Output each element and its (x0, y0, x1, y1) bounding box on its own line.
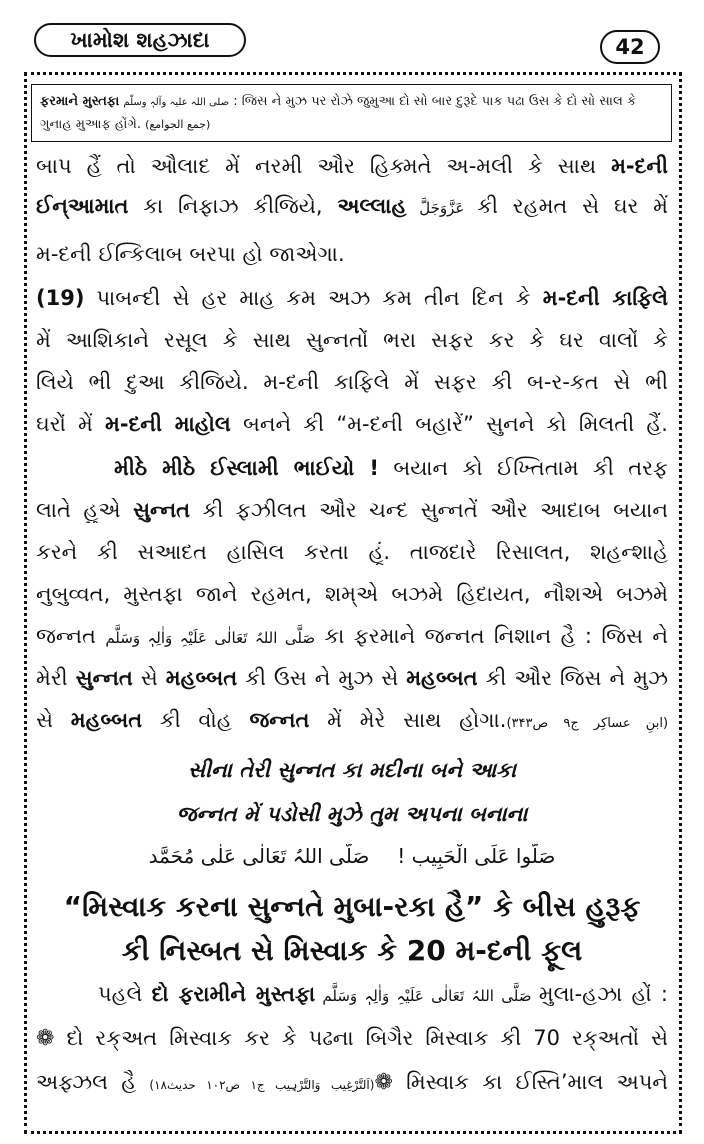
text-line (98, 982, 668, 1007)
page-header (0, 0, 704, 70)
text-span: મુલા-હઝા હોં : (538, 982, 668, 1006)
text-line (36, 154, 668, 179)
text-span: સે (36, 708, 71, 732)
text-line: લિયે ભી દુઆ કીજિયે. મ-દની કાફિલે મેં સફર કી બ-ર-કત સે ભી (36, 370, 668, 394)
hadith-lead: ફરમાને મુસ્તફા (40, 94, 120, 109)
text-span: ઘરોં મેં (36, 412, 106, 436)
text-line (36, 498, 668, 523)
bold-term: સુન્નત (75, 666, 133, 690)
text-span: કા ફરમાને જન્નત નિશાન હૈ : જિસ ને (315, 624, 668, 648)
text-span: મિસ્વાક કા ઈસ્તિ’માલ અપને (392, 1070, 668, 1094)
page-number: 42 (600, 30, 660, 64)
bold-term: જન્નત (249, 708, 310, 732)
bold-term: ઈન્આમાત (36, 194, 129, 218)
text-line (114, 456, 668, 481)
text-span: બનને કી “મ-દની બહારેં” સુનને કો મિલતી હૈં. (230, 412, 668, 436)
bold-term: મ-દની કાફિલે (542, 286, 668, 310)
bold-term: મહબ્બત (70, 708, 143, 732)
text-line (36, 624, 668, 649)
couplet-line-1: સીના તેરી સુન્નત કા મદીના બને આકા (187, 758, 517, 782)
text-span: કી ઉસ ને મુઝ સે (237, 666, 407, 690)
bold-term: મીઠે મીઠે ઈસ્લામી ભાઈયો ! (114, 456, 379, 480)
text-span: કા નિફાઝ કીજિયે, (128, 194, 338, 218)
flower-ornament-icon: ❁ (374, 1070, 393, 1095)
text-span: દો રક્અત મિસ્વાક કર કે પઢના બિગૈર મિસ્વાક કી 70 રક્અતોં સે (54, 1026, 668, 1050)
bold-term: અલ્લાહ (337, 194, 407, 218)
text-line (36, 194, 668, 219)
text-span: કી ફઝીલત ઔર ચન્દ સુન્નતેં ઔર આદાબ બયાન (190, 498, 668, 522)
point-number: (19) (36, 286, 85, 310)
text-span: સે (132, 666, 166, 690)
bold-term: સુન્નત (132, 498, 191, 522)
text-span: મેરી (36, 666, 76, 690)
text-span: બયાન કો ઈખ્તિતામ કી તરફ (378, 456, 668, 480)
text-line: મેં આશિકાને રસૂલ કે સાથ સુન્નતોં ભરા સફર કર કે ઘર વાલોં કે (36, 328, 668, 352)
arabic-phrase: صَلَّی اللہُ تَعَالٰی عَلَیْہِ وَاٰلِہٖ وَسَلَّم (315, 987, 539, 1005)
section-heading-line-2: કી નિસ્બત સે મિસ્વાક કે 20 મ-દની ફૂલ (121, 934, 583, 967)
arabic-phrase: صَلَّی اللہُ تَعَالٰی عَلَیْہِ وَاٰلِہٖ وَسَلَّم (105, 629, 316, 647)
hadith-ref: (جمع الجوامع) (145, 118, 211, 131)
durood-left: صَلُّوا عَلَی الْحَبِیب ! (397, 844, 556, 868)
text-span: બાપ હૈં તો ઔલાદ મેં નરમી ઔર હિક્મતે અ-મલી કે સાથ (36, 154, 612, 178)
text-line (36, 286, 668, 311)
text-span: જન્નત (36, 624, 106, 648)
text-line: કરને કી સઆદત હાસિલ કરતા હૂં. તાજદારે રિસાલત, શહન્શાહે (36, 540, 668, 564)
text-line: મ-દની ઈન્કિલાબ બરપા હો જાએગા. (36, 242, 345, 266)
arabic-phrase: عَزَّوَجَلَّ (406, 199, 478, 217)
citation: (اَلتَّرْغِیب وَالتَّرْہِیب ج۱ ص۱۰۲ حدیث۱۸) (149, 1078, 375, 1092)
text-line (36, 412, 668, 437)
bold-term: મહબ્બત (406, 666, 478, 690)
text-line: નુબુવ્વત, મુસ્તફા જાને રહમત, શમ્એ બઝમે હિદાયત, નૌશએ બઝમે (36, 582, 668, 606)
text-span: અફ્ઝલ હૈ (36, 1070, 150, 1094)
text-span: કી રહમત સે ઘર મેં (477, 194, 668, 218)
hadith-box (31, 84, 672, 142)
text-line (36, 1070, 668, 1095)
text-line (36, 708, 668, 733)
text-line (36, 666, 668, 691)
book-title: ખામોશ શહઝાદા (34, 23, 246, 57)
text-span: લાતે હુએ (36, 498, 133, 522)
citation: (ابنِ عساکِر ج۹ ص۳۴۳) (506, 716, 668, 731)
couplet-line-2: જન્નત મેં પડોસી મુઝે તુમ અપના બનાના (176, 802, 528, 826)
hadith-text: : જિસ ને મુઝ પર રોઝે જુમુઆ દો સો બાર દુરૂદે પાક પઢા ઉસ કે દો સો સાલ કે ગુનાહ મુઆફ હોંગે. (40, 94, 637, 132)
bold-term: મ-દની માહોલ (105, 412, 231, 436)
text-line (36, 1026, 668, 1051)
bold-term: મહબ્બત (165, 666, 238, 690)
text-span: મેં મેરે સાથ હોગા. (309, 708, 507, 732)
flower-ornament-icon: ❁ (36, 1026, 55, 1051)
section-heading-line-1: “મિસ્વાક કરના સુન્નતે મુબા-રકા હૈ” કે બીસ હુરૂફ (63, 890, 641, 923)
text-span: પહલે (98, 982, 152, 1006)
bold-term: મ-દની (611, 154, 668, 178)
text-span: પાબન્દી સે હર માહ કમ અઝ કમ તીન દિન કે (84, 286, 543, 310)
bold-term: દો ફરામીને મુસ્તફા (151, 982, 316, 1006)
text-span: કી ઔર જિસ ને મુઝ (477, 666, 668, 690)
text-span: કી વોહ (142, 708, 250, 732)
durood-right: صَلَّی اللہُ تَعَالٰی عَلٰی مُحَمَّد (148, 844, 370, 868)
hadith-salutation: صلی اللہ علیہ وآلہٖ وسلّم (123, 97, 230, 108)
durood-line (36, 844, 668, 869)
